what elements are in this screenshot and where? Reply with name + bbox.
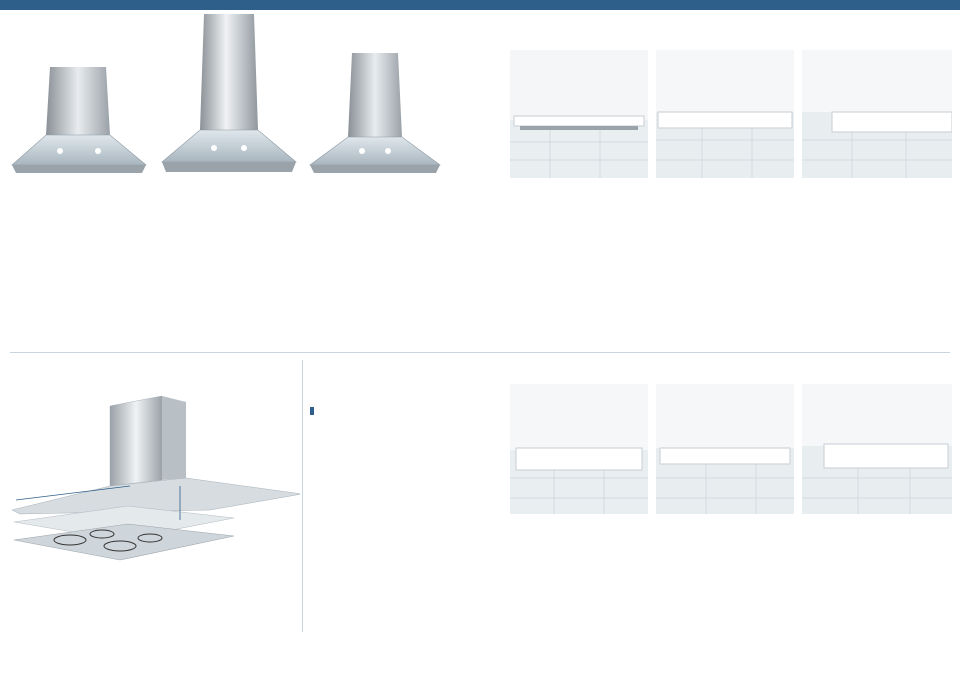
- kitchen-photo-illustration: [802, 384, 952, 514]
- header-bar: [0, 0, 960, 10]
- product-photo-e5031: [510, 384, 648, 514]
- island-hood-illustration: [160, 12, 298, 177]
- column-rule: [302, 360, 303, 632]
- kitchen-photo-illustration: [802, 50, 952, 178]
- kitchen-photo-illustration: [656, 50, 794, 178]
- hood-diagram: [10, 390, 300, 580]
- product-photo-h360: [306, 47, 444, 177]
- product-photo-e5023: [656, 384, 794, 514]
- product-photo-h460: [160, 12, 298, 177]
- product-photo-e5042: [802, 384, 952, 514]
- noise-tips-list: [310, 403, 450, 407]
- product-photo-e6080: [510, 50, 648, 178]
- product-photo-e6023: [656, 50, 794, 178]
- kitchen-photo-illustration: [656, 384, 794, 514]
- product-photo-e6031: [802, 50, 952, 178]
- product-photo-h490: [10, 47, 148, 177]
- kitchen-photo-illustration: [510, 50, 648, 178]
- kitchen-photo-illustration: [510, 384, 648, 514]
- hood-size-diagram-illustration: [10, 390, 300, 580]
- chimney-hood-illustration: [10, 47, 148, 177]
- section-divider: [10, 352, 950, 353]
- chimney-hood-illustration: [306, 47, 444, 177]
